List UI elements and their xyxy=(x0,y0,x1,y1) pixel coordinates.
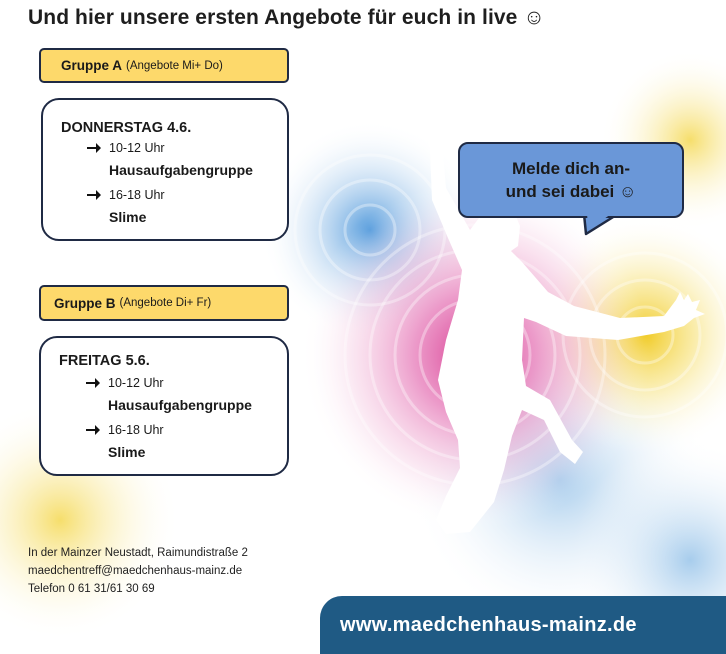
group-b-slot-1-activity: Hausaufgabengruppe xyxy=(108,397,252,413)
group-a-title: Gruppe A xyxy=(61,58,123,73)
website-banner xyxy=(320,596,726,654)
contact-address xyxy=(28,544,248,598)
headline: Und hier unsere ersten Angebote für euch in live ☺ xyxy=(28,6,545,29)
arrow-right-icon xyxy=(86,378,100,388)
group-b-slot-2-time-row xyxy=(86,423,164,437)
address-street: In der Mainzer Neustadt, Raimundistraße 2 xyxy=(28,547,248,559)
arrow-right-icon xyxy=(87,143,101,153)
group-b-label xyxy=(39,285,289,321)
group-a-card xyxy=(41,98,289,241)
bubble-line-1: Melde dich an- xyxy=(511,159,631,178)
group-a-subtitle: (Angebote Mi+ Do) xyxy=(126,59,223,72)
bubble-line-2: und sei dabei ☺ xyxy=(505,182,637,201)
arrow-right-icon xyxy=(87,190,101,200)
speech-bubble-body xyxy=(458,142,684,218)
group-a-slot-2-time-row xyxy=(87,188,165,202)
address-phone: Telefon 0 61 31/61 30 69 xyxy=(28,583,155,595)
group-a-slot-2-activity: Slime xyxy=(109,209,147,225)
group-b-slot-2-activity: Slime xyxy=(108,444,146,460)
group-b-slot-2-time: 16-18 Uhr xyxy=(108,423,164,437)
speech-bubble xyxy=(456,140,688,236)
group-a-slot-1-activity: Hausaufgabengruppe xyxy=(109,162,253,178)
group-b-day: FREITAG 5.6. xyxy=(59,353,150,369)
group-b-slot-1-time-row xyxy=(86,376,164,390)
group-a-label xyxy=(39,48,289,83)
website-url[interactable]: www.maedchenhaus-mainz.de xyxy=(340,613,637,636)
group-b-card xyxy=(39,336,289,476)
bottom-edge xyxy=(0,648,320,654)
address-email: maedchentreff@maedchenhaus-mainz.de xyxy=(28,565,243,577)
group-a-slot-2-time: 16-18 Uhr xyxy=(109,188,165,202)
group-b-title: Gruppe B xyxy=(54,295,116,311)
group-a-day: DONNERSTAG 4.6. xyxy=(61,120,192,136)
group-a-slot-1-time-row xyxy=(87,141,165,155)
group-a-slot-1-time: 10-12 Uhr xyxy=(109,141,165,155)
group-b-slot-1-time: 10-12 Uhr xyxy=(108,376,164,390)
arrow-right-icon xyxy=(86,425,100,435)
group-b-subtitle: (Angebote Di+ Fr) xyxy=(119,297,212,309)
